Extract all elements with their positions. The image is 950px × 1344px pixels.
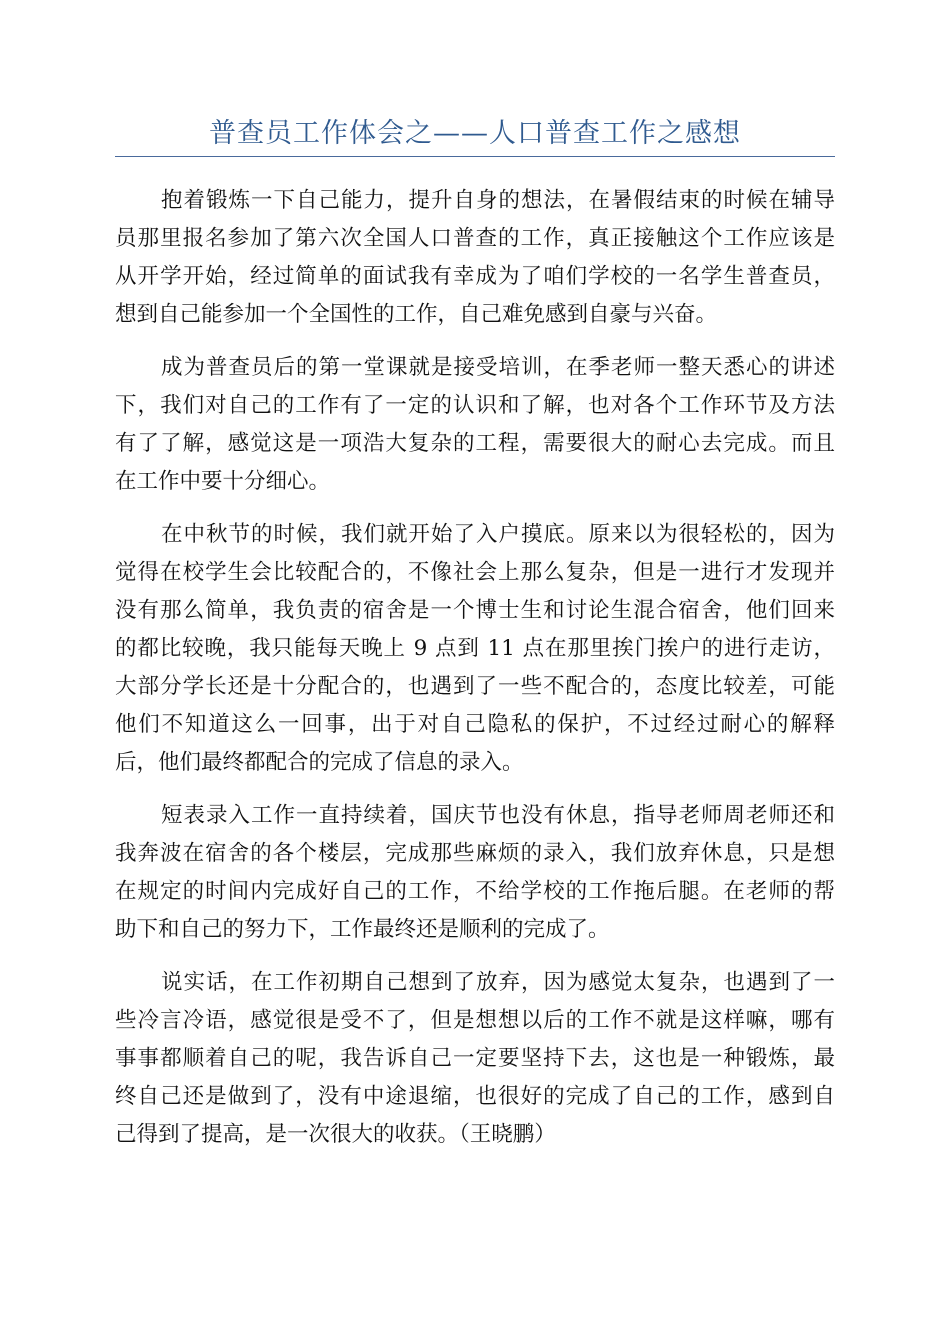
text-line: 员那里报名参加了第六次全国人口普查的工作，真正接触这个工作应该是	[115, 226, 835, 251]
text-line: 没有那么简单，我负责的宿舍是一个博士生和讨论生混合宿舍，他们回来	[115, 598, 835, 623]
document-title: 普查员工作体会之——人口普查工作之感想	[209, 118, 741, 149]
text-line: 后，他们最终都配合的完成了信息的录入。	[115, 750, 524, 775]
text-line: 说实话，在工作初期自己想到了放弃，因为感觉太复杂，也遇到了一	[161, 970, 835, 995]
text-line: 有了了解，感觉这是一项浩大复杂的工程，需要很大的耐心去完成。而且	[115, 431, 835, 456]
text-line: 在中秋节的时候，我们就开始了入户摸底。原来以为很轻松的，因为	[161, 522, 835, 547]
text-line: 助下和自己的努力下，工作最终还是顺利的完成了。	[115, 917, 610, 942]
paragraph	[115, 182, 835, 334]
text-line: 在规定的时间内完成好自己的工作，不给学校的工作拖后腿。在老师的帮	[115, 879, 835, 904]
text-line: 些冷言冷语，感觉很是受不了，但是想想以后的工作不就是这样嘛，哪有	[115, 1008, 835, 1033]
text-line: 下，我们对自己的工作有了一定的认识和了解，也对各个工作环节及方法	[115, 393, 835, 418]
paragraph	[115, 797, 835, 949]
text-line: 想到自己能参加一个全国性的工作，自己难免感到自豪与兴奋。	[115, 302, 718, 327]
text-line: 的都比较晚，我只能每天晚上 9 点到 11 点在那里挨门挨户的进行走访，	[115, 636, 835, 661]
document-body	[115, 182, 835, 1169]
text-line: 成为普查员后的第一堂课就是接受培训，在季老师一整天悉心的讲述	[161, 355, 835, 380]
paragraph	[115, 964, 835, 1154]
text-line: 在工作中要十分细心。	[115, 469, 331, 494]
text-line: 终自己还是做到了，没有中途退缩，也很好的完成了自己的工作，感到自	[115, 1084, 835, 1109]
paragraph	[115, 349, 835, 501]
text-line: 己得到了提高，是一次很大的收获。（王晓鹏）	[115, 1122, 556, 1147]
text-line: 从开学开始，经过简单的面试我有幸成为了咱们学校的一名学生普查员，	[115, 264, 835, 289]
text-line: 事事都顺着自己的呢，我告诉自己一定要坚持下去，这也是一种锻炼，最	[115, 1046, 835, 1071]
text-line: 觉得在校学生会比较配合的，不像社会上那么复杂，但是一进行才发现并	[115, 560, 835, 585]
text-line: 短表录入工作一直持续着，国庆节也没有休息，指导老师周老师还和	[161, 803, 835, 828]
text-line: 大部分学长还是十分配合的，也遇到了一些不配合的，态度比较差，可能	[115, 674, 835, 699]
title-block	[115, 112, 835, 157]
paragraph	[115, 516, 835, 782]
text-line: 我奔波在宿舍的各个楼层，完成那些麻烦的录入，我们放弃休息，只是想	[115, 841, 835, 866]
text-line: 抱着锻炼一下自己能力，提升自身的想法，在暑假结束的时候在辅导	[161, 188, 835, 213]
text-line: 他们不知道这么一回事，出于对自己隐私的保护，不过经过耐心的解释	[115, 712, 835, 737]
